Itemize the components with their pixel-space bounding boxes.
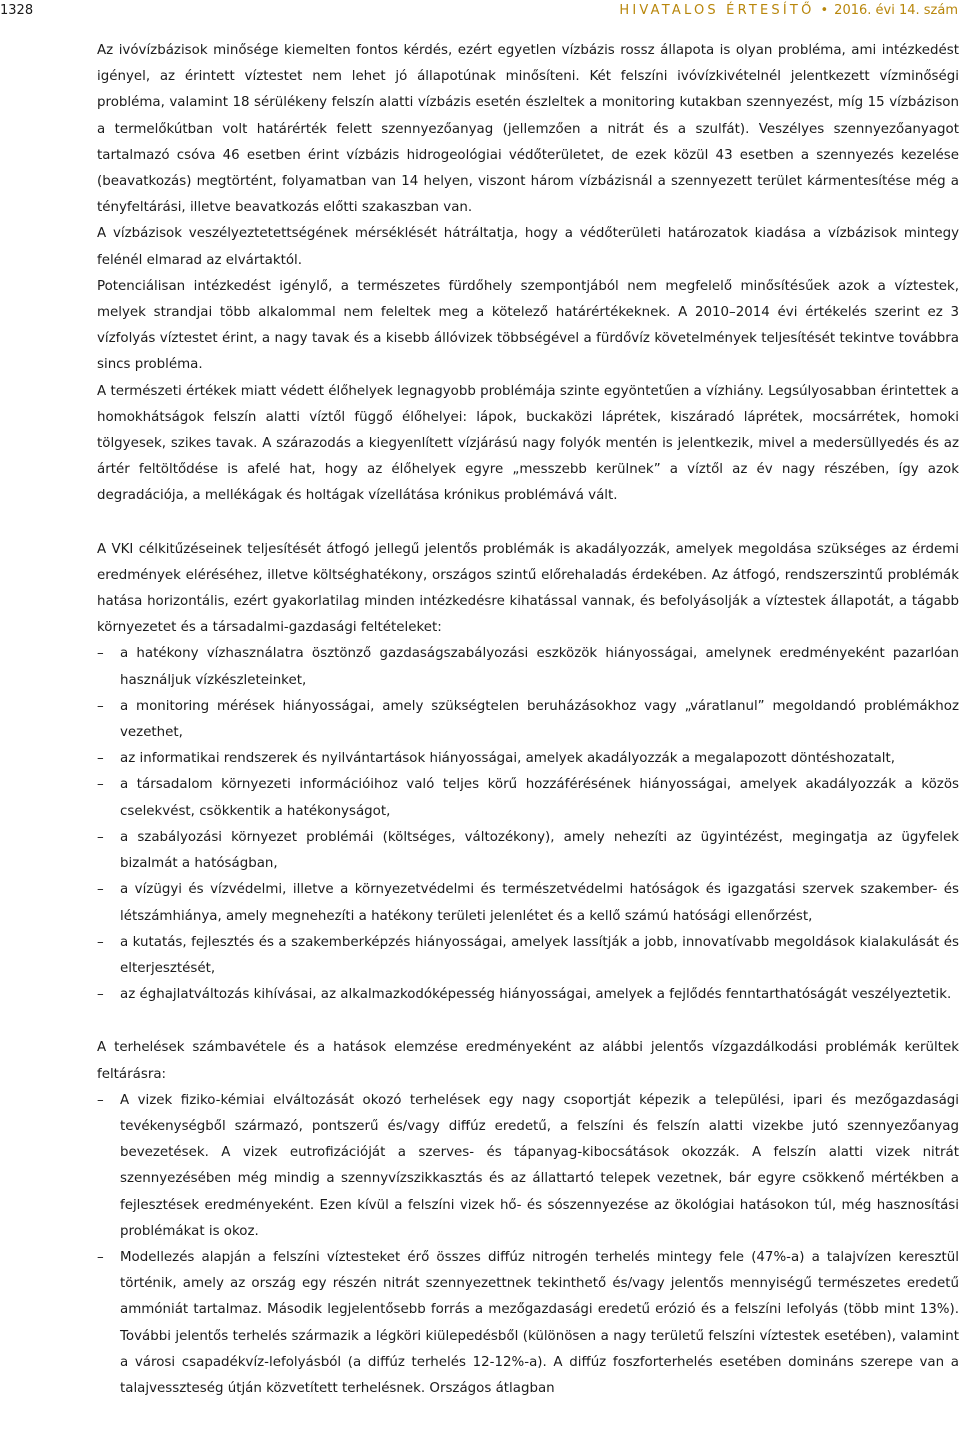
list-item-text: Modellezés alapján a felszíni víztesteket érő összes diffúz nitrogén terhelés mintegy fele (47%-a) a talajvízen keresztül történik, amely az ország egy részén nitrát szennyezettnek tekinthető és/vagy jelentős mennyiségű természetes eredetű ammóniát tartalmaz. Második legjelentősebb forrás a mezőgazdasági eredetű erózió és a felszíni lefolyás (több mint 13%). További jelentős terhelés származik a légköri kiülepedésből (különösen a nagy területű felszíni víztestek esetében), valamint a városi csapadékvíz-lefolyásból (a diffúz terhelés 12-12%-a). A diffúz foszforterhelés esetében domináns szerepe van a talajvesszteség útján közvetített terhelésnek. Országos átlagban	[120, 1249, 959, 1396]
dash-bullet: –	[97, 777, 104, 793]
dash-bullet: –	[97, 1249, 104, 1265]
paragraph-habitats: A természeti értékek miatt védett élőhelyek legnagyobb problémája szinte egyöntetűen a vízhiány. Legsúlyosabban érintettek a homokhátságok felszín alatti víztől függő élőhelyei: lápok, buckaközi láprétek, kiszáradó láprétek, mocsárrétek, homoki tölgyesek, szikes tavak. A szárazodás a kiegyenlített vízjárású nagy folyók mentén is jelentkezik, mivel a medersüllyedés és az ártér feltöltődése is afelé hat, hogy az élőhelyek egyre „messzebb kerülnek” a víztől az év nagy részében, így azok degradációja, a mellékágak és holtágak vízellátása krónikus problémává vált.	[97, 383, 959, 504]
document-body	[97, 38, 959, 1402]
dash-bullet: –	[97, 751, 104, 767]
running-header	[619, 0, 958, 22]
paragraph-drinking-water: Az ivóvízbázisok minősége kiemelten fontos kérdés, ezért egyetlen vízbázis rossz állapota is olyan probléma, ami intézkedést igényel, az érintett víztestet nem lehet jó állapotúnak minősíteni. Két felszíni ivóvízkivételnél jelentkezett vízminőségi probléma, valamint 18 sérülékeny felszín alatti vízbázis esetén észleltek a monitoring kutakban szennyezést, míg 15 vízbázison a termelőkútban volt határérték felett szennyezőanyag (jellemzően a nitrát és a szulfát). Veszélyes szennyezőanyagot tartalmazó csóva 46 esetben érint vízbázis hidrogeológiai védőterületet, de ezek közül 43 esetben a szennyezés kezelése (beavatkozás) megtörtént, folyamatban van 14 helyen, viszont három vízbázisnál a szennyezett terület kármentesítése még a tényfeltárási, illetve beavatkozás előtti szakaszban van.	[97, 43, 959, 216]
list-item	[97, 772, 959, 824]
dash-bullet: –	[97, 1092, 104, 1108]
list-item	[97, 1088, 959, 1245]
issue-label: 2016. évi 14. szám	[834, 3, 958, 18]
dash-bullet: –	[97, 987, 104, 1003]
list-item	[97, 930, 959, 982]
systemic-problems-list	[97, 641, 959, 1008]
paragraph-protection-zones: A vízbázisok veszélyeztetettségének mérséklését hátráltatja, hogy a védőterületi határozatok kiadása a vízbázisok mintegy felénél elmarad az elvártaktól.	[97, 226, 959, 268]
water-management-problems-list	[97, 1088, 959, 1402]
list-item-text: A vizek fiziko-kémiai elváltozását okozó terhelések egy nagy csoportját képezik a települési, ipari és mezőgazdasági tevékenységből származó, pontszerű és/vagy diffúz eredetű, a felszíni és felszín alatti vizekbe jutó szennyezőanyag bevezetések. A vizek eutrofizációját a szerves- és tápanyag-kibocsátások okozzák. A felszín alatti vizek nitrát szennyezésében még mindig a szennyvízszikkasztás és az állattartó telepek vezetnek, bár egyre csökkenő mértékben a fejlesztések eredményeként. Ezen kívül a felszíni vizek hő- és sószennyezése az ökológiai hatásokon túl, még hasznosítási problémákat is okoz.	[120, 1092, 959, 1239]
list-item-text: a monitoring mérések hiányosságai, amely szükségtelen beruházásokhoz vagy „váratlanul” megoldandó problémákhoz vezethet,	[120, 698, 959, 741]
list-item-text: az informatikai rendszerek és nyilvántartások hiányosságai, amelyek akadályozzák a megalapozott döntéshozatalt,	[120, 751, 896, 767]
dash-bullet: –	[97, 829, 104, 845]
section-gap	[97, 510, 959, 537]
list-item-text: a társadalom környezeti információihoz való teljes körű hozzáférésének hiányosságai, amelyek akadályozzák a közös cselekvést, csökkentik a hatékonyságot,	[120, 777, 959, 819]
list-item	[97, 877, 959, 929]
paragraph-systemic-problems: A VKI célkitűzéseinek teljesítését átfogó jellegű jelentős problémák is akadályozzák, amelyek megoldása szükséges az érdemi eredmények eléréséhez, illetve költséghatékony, országos szintű előrehaladás érdekében. Az átfogó, rendszerszintű problémák hatása horizontális, ezért gyakorlatilag minden intézkedésre kihatással vannak, és befolyásolják a víztestek állapotát, a tágabb környezetet és a társadalmi-gazdasági feltételeket:	[97, 541, 959, 636]
list-item-text: a hatékony vízhasználatra ösztönző gazdaságszabályozási eszközök hiányosságai, amelynek eredményeként pazarlóan használjuk vízkészleteinket,	[120, 646, 959, 688]
paragraph-loads-analysis: A terhelések számbavétele és a hatások elemzése eredményeként az alábbi jelentős vízgazdálkodási problémák kerültek feltárásra:	[97, 1040, 959, 1082]
list-item-text: a vízügyi és vízvédelmi, illetve a környezetvédelmi és természetvédelmi hatóságok és igazgatási szervek szakember- és létszámhiánya, amely megnehezíti a hatékony területi jelenlétet és a kellő számú hatósági ellenőrzést,	[120, 882, 959, 924]
list-item	[97, 746, 959, 772]
list-item-text: a kutatás, fejlesztés és a szakemberképzés hiányosságai, amelyek lassítják a jobb, innovatívabb megoldások kialakulását és elterjesztését,	[120, 934, 959, 976]
header-separator: •	[820, 3, 829, 18]
section-gap	[97, 1008, 959, 1035]
page-header	[0, 0, 960, 22]
dash-bullet: –	[97, 882, 104, 898]
list-item	[97, 825, 959, 877]
dash-bullet: –	[97, 646, 104, 662]
journal-title: HIVATALOS ÉRTESÍTŐ	[619, 3, 815, 18]
page-number: 1328	[0, 3, 34, 18]
list-item	[97, 694, 959, 746]
list-item-text: az éghajlatváltozás kihívásai, az alkalmazkodóképesség hiányosságai, amelyek a fejlődés fenntarthatóságát veszélyeztetik.	[120, 987, 952, 1003]
dash-bullet: –	[97, 934, 104, 950]
paragraph-bathing-water: Potenciálisan intézkedést igénylő, a természetes fürdőhely szempontjából nem megfelelő minősítésűek azok a víztestek, melyek strandjai több alkalommal nem feleltek meg a kötelező határértékeknek. A 2010–2014 évi értékelés szerint ez 3 vízfolyás víztestet érint, a nagy tavak és a kisebb állóvizek többségével a fürdővíz követelmények teljesítését tekintve továbbra sincs probléma.	[97, 278, 959, 373]
list-item-text: a szabályozási környezet problémái (költséges, változékony), amely nehezíti az ügyintézést, megingatja az ügyfelek bizalmát a hatóságban,	[120, 829, 959, 872]
list-item	[97, 641, 959, 693]
dash-bullet: –	[97, 698, 104, 714]
list-item	[97, 1245, 959, 1402]
list-item	[97, 982, 959, 1008]
